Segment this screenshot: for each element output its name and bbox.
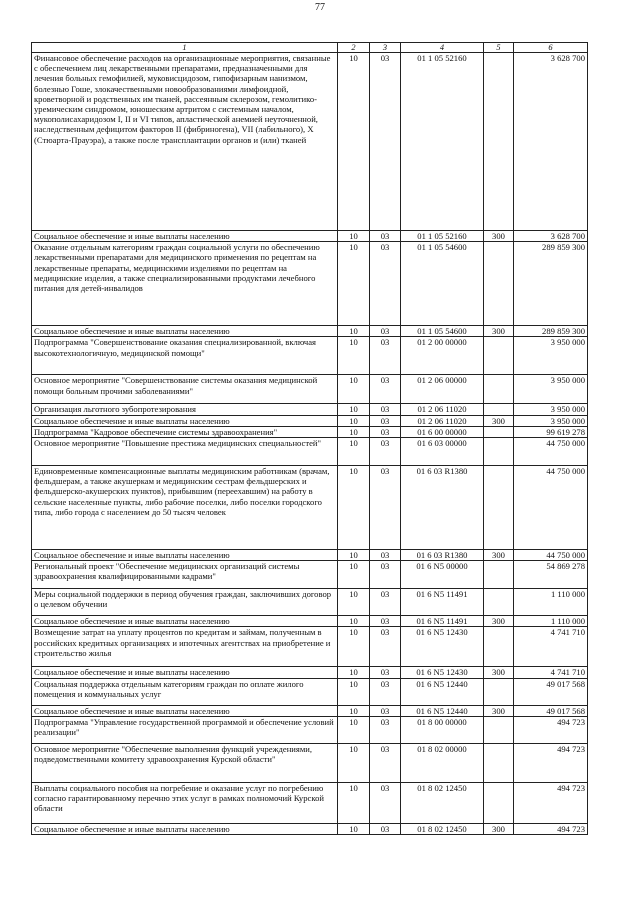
row-section: 10 [338,375,370,404]
table-row [32,705,588,716]
row-target-article: 01 6 03 R1380 [401,550,484,561]
table-row [32,716,588,743]
row-target-article: 01 6 N5 12440 [401,678,484,705]
row-section: 10 [338,561,370,589]
row-target-article: 01 6 N5 11491 [401,589,484,616]
row-subsection: 03 [370,337,401,375]
row-target-article: 01 6 00 00000 [401,426,484,437]
row-amount: 3 950 000 [514,415,588,426]
row-subsection: 03 [370,53,401,231]
row-expense-type: 300 [484,326,514,337]
row-section: 10 [338,705,370,716]
row-expense-type [484,242,514,326]
row-name: Социальное обеспечение и иные выплаты населению [32,231,338,242]
row-name: Возмещение затрат на уплату процентов по кредитам и займам, полученным в российских кредитных организациях и ипотечных агентствах на приобретение и строительство жилья [32,627,338,667]
row-expense-type [484,716,514,743]
row-target-article: 01 6 03 R1380 [401,466,484,550]
row-section: 10 [338,782,370,823]
row-section: 10 [338,53,370,231]
table-row [32,415,588,426]
row-name: Подпрограмма "Кадровое обеспечение системы здравоохранения" [32,426,338,437]
row-name: Подпрограмма "Совершенствование оказания специализированной, включая высокотехнологичную, медицинской помощи" [32,337,338,375]
row-subsection: 03 [370,466,401,550]
row-expense-type [484,782,514,823]
row-name: Социальное обеспечение и иные выплаты населению [32,616,338,627]
row-expense-type: 300 [484,705,514,716]
row-name: Основное мероприятие "Повышение престижа медицинских специальностей" [32,438,338,466]
row-subsection: 03 [370,375,401,404]
row-name: Основное мероприятие "Обеспечение выполнения функций учреждениями, подведомственными комитету здравоохранения Курской области" [32,743,338,782]
row-amount: 44 750 000 [514,466,588,550]
row-expense-type [484,466,514,550]
table-row [32,466,588,550]
row-subsection: 03 [370,438,401,466]
row-expense-type [484,53,514,231]
row-subsection: 03 [370,326,401,337]
row-target-article: 01 6 N5 12430 [401,627,484,667]
row-target-article: 01 2 06 00000 [401,375,484,404]
row-target-article: 01 6 03 00000 [401,438,484,466]
row-section: 10 [338,627,370,667]
row-subsection: 03 [370,678,401,705]
row-amount: 289 859 300 [514,242,588,326]
row-section: 10 [338,616,370,627]
row-amount: 3 950 000 [514,404,588,415]
row-target-article: 01 6 N5 00000 [401,561,484,589]
row-expense-type: 300 [484,231,514,242]
row-subsection: 03 [370,561,401,589]
row-subsection: 03 [370,426,401,437]
row-name: Меры социальной поддержки в период обучения граждан, заключивших договор о целевом обучении [32,589,338,616]
row-subsection: 03 [370,743,401,782]
table-row [32,231,588,242]
table-row [32,550,588,561]
row-target-article: 01 6 N5 11491 [401,616,484,627]
table-row [32,375,588,404]
row-target-article: 01 1 05 52160 [401,231,484,242]
header-section: 2 [338,43,370,53]
row-subsection: 03 [370,404,401,415]
table-row [32,589,588,616]
row-name: Единовременные компенсационные выплаты медицинским работникам (врачам, фельдшерам, а также акушеркам и медицинским сестрам фельдшерских и фельдшерско-акушерских пунктов), прибывшим (переехавшим) на работу в сельские населенные пункты, либо рабочие поселки, либо поселки городского типа, либо города с населением до 50 тысяч человек [32,466,338,550]
row-expense-type: 300 [484,823,514,834]
row-name: Социальное обеспечение и иные выплаты населению [32,667,338,678]
row-expense-type [484,678,514,705]
row-expense-type [484,743,514,782]
row-subsection: 03 [370,782,401,823]
table-row [32,426,588,437]
row-amount: 99 619 278 [514,426,588,437]
table-row [32,404,588,415]
table-row [32,678,588,705]
row-expense-type [484,589,514,616]
row-target-article: 01 2 06 11020 [401,415,484,426]
row-section: 10 [338,242,370,326]
row-expense-type: 300 [484,616,514,627]
row-amount: 494 723 [514,782,588,823]
row-amount: 3 950 000 [514,375,588,404]
row-name: Организация льготного зубопротезирования [32,404,338,415]
row-amount: 3 628 700 [514,53,588,231]
row-expense-type: 300 [484,550,514,561]
row-expense-type [484,426,514,437]
row-name: Оказание отдельным категориям граждан социальной услуги по обеспечению лекарственными препаратами для медицинского применения по рецептам на лекарственные препараты, медицинскими изделиями по рецептам на медицинские изделия, а также специализированными продуктами лечебного питания для детей-инвалидов [32,242,338,326]
page-number: 77 [315,2,325,13]
row-subsection: 03 [370,667,401,678]
row-amount: 494 723 [514,716,588,743]
budget-table [31,42,588,835]
row-expense-type [484,337,514,375]
row-amount: 44 750 000 [514,550,588,561]
header-expense-type: 5 [484,43,514,53]
row-target-article: 01 8 02 00000 [401,743,484,782]
row-section: 10 [338,415,370,426]
row-expense-type: 300 [484,667,514,678]
row-subsection: 03 [370,705,401,716]
row-amount: 4 741 710 [514,667,588,678]
row-section: 10 [338,550,370,561]
table-header-row [32,43,588,53]
row-name: Социальная поддержка отдельным категориям граждан по оплате жилого помещения и коммунальных услуг [32,678,338,705]
row-name: Социальное обеспечение и иные выплаты населению [32,326,338,337]
table-row [32,782,588,823]
table-row [32,438,588,466]
row-expense-type [484,375,514,404]
row-subsection: 03 [370,716,401,743]
table-row [32,53,588,231]
row-amount: 1 110 000 [514,589,588,616]
row-target-article: 01 8 02 12450 [401,823,484,834]
row-amount: 494 723 [514,823,588,834]
row-target-article: 01 8 00 00000 [401,716,484,743]
row-amount: 4 741 710 [514,627,588,667]
row-subsection: 03 [370,823,401,834]
row-target-article: 01 6 N5 12430 [401,667,484,678]
row-name: Социальное обеспечение и иные выплаты населению [32,705,338,716]
row-section: 10 [338,438,370,466]
row-name: Социальное обеспечение и иные выплаты населению [32,823,338,834]
row-expense-type: 300 [484,415,514,426]
row-amount: 3 950 000 [514,337,588,375]
table-row [32,561,588,589]
row-target-article: 01 8 02 12450 [401,782,484,823]
row-section: 10 [338,678,370,705]
row-amount: 49 017 568 [514,705,588,716]
row-subsection: 03 [370,231,401,242]
table-row [32,627,588,667]
table-row [32,616,588,627]
row-amount: 1 110 000 [514,616,588,627]
row-name: Подпрограмма "Управление государственной программой и обеспечение условий реализации" [32,716,338,743]
row-section: 10 [338,823,370,834]
table-row [32,743,588,782]
row-amount: 494 723 [514,743,588,782]
row-subsection: 03 [370,550,401,561]
table-row [32,326,588,337]
row-subsection: 03 [370,415,401,426]
table-row [32,242,588,326]
row-expense-type [484,404,514,415]
row-target-article: 01 2 00 00000 [401,337,484,375]
table-row [32,823,588,834]
row-expense-type [484,561,514,589]
row-expense-type [484,438,514,466]
row-section: 10 [338,231,370,242]
row-target-article: 01 6 N5 12440 [401,705,484,716]
row-section: 10 [338,743,370,782]
table-row [32,337,588,375]
row-name: Финансовое обеспечение расходов на организационные мероприятия, связанные с обеспечением лиц лекарственными препаратами, предназначенными для лечения больных гемофилией, муковисцидозом, гипофизарным нанизмом, болезнью Гоше, злокачественными новообразованиями лимфоидной, кроветворной и родственных им тканей, рассеянным склерозом, гемолитико-уремическим синдромом, юношеским артритом с системным началом, мукополисахаридозом I, II и VI типов, апластической анемией неуточненной, наследственным дефицитом факторов II (фибриногена), VII (лабильного), X (Стюарта-Прауэра), а также после трансплантации органов и (или) тканей [32,53,338,231]
row-target-article: 01 1 05 52160 [401,53,484,231]
row-section: 10 [338,716,370,743]
row-name: Социальное обеспечение и иные выплаты населению [32,415,338,426]
row-name: Региональный проект "Обеспечение медицинских организаций системы здравоохранения квалифицированными кадрами" [32,561,338,589]
row-amount: 289 859 300 [514,326,588,337]
row-expense-type [484,627,514,667]
row-target-article: 01 2 06 11020 [401,404,484,415]
row-section: 10 [338,667,370,678]
row-subsection: 03 [370,627,401,667]
row-target-article: 01 1 05 54600 [401,326,484,337]
row-subsection: 03 [370,242,401,326]
row-name: Социальное обеспечение и иные выплаты населению [32,550,338,561]
header-amount: 6 [514,43,588,53]
table-row [32,667,588,678]
row-name: Выплаты социального пособия на погребение и оказание услуг по погребению согласно гарантированному перечню этих услуг в рамках полномочий Курской области [32,782,338,823]
row-amount: 3 628 700 [514,231,588,242]
row-amount: 54 869 278 [514,561,588,589]
row-section: 10 [338,326,370,337]
row-section: 10 [338,337,370,375]
row-section: 10 [338,589,370,616]
row-amount: 44 750 000 [514,438,588,466]
row-amount: 49 017 568 [514,678,588,705]
row-subsection: 03 [370,589,401,616]
row-section: 10 [338,404,370,415]
row-name: Основное мероприятие "Совершенствование системы оказания медицинской помощи больным прочими заболеваниями" [32,375,338,404]
row-target-article: 01 1 05 54600 [401,242,484,326]
row-section: 10 [338,426,370,437]
header-subsection: 3 [370,43,401,53]
header-target-article: 4 [401,43,484,53]
row-subsection: 03 [370,616,401,627]
header-name: 1 [32,43,338,53]
row-section: 10 [338,466,370,550]
